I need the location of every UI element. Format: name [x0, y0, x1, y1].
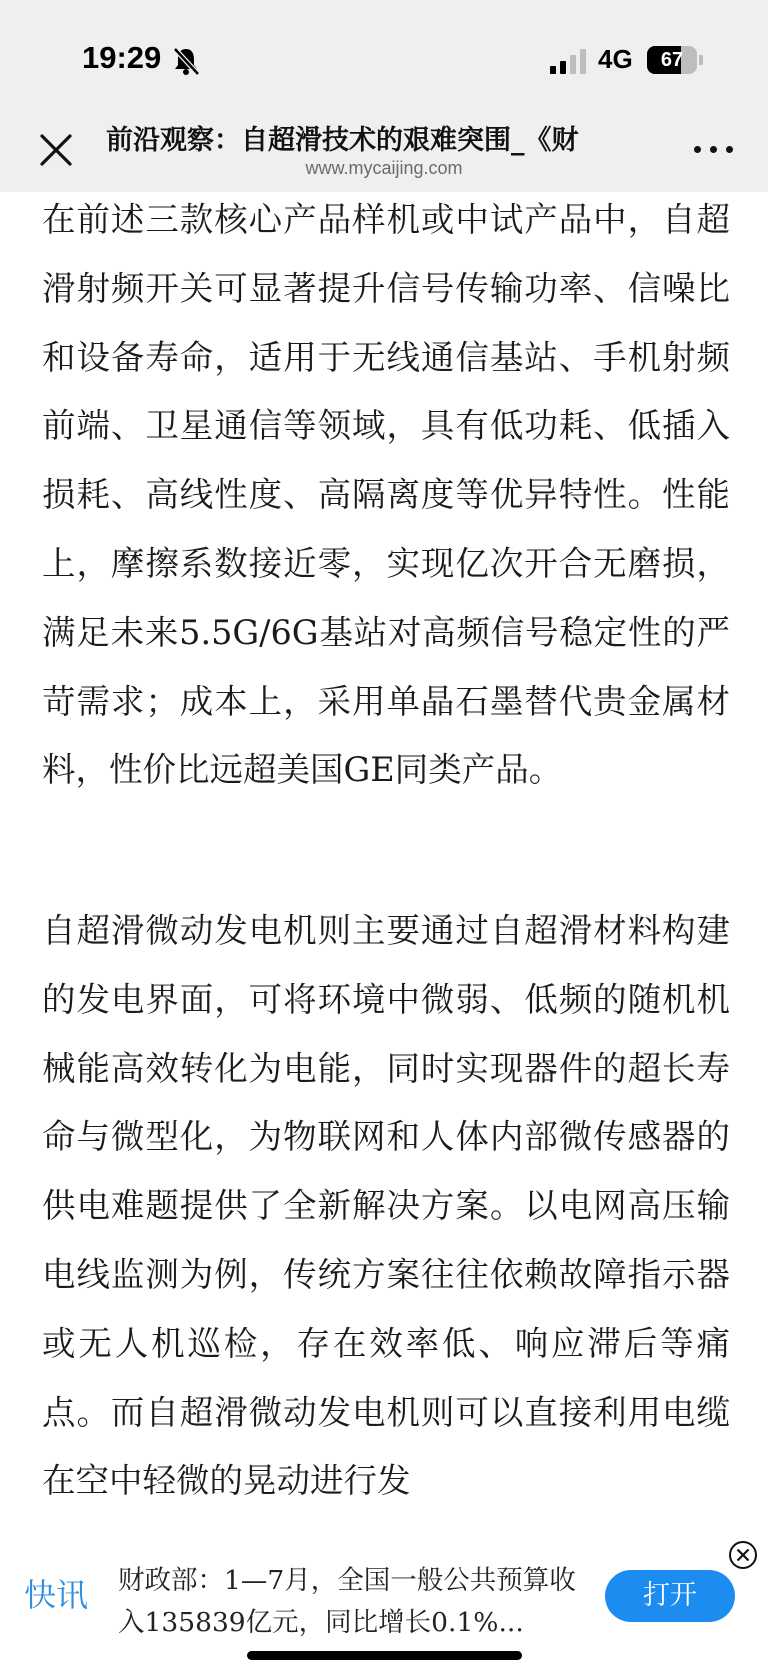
battery-percent: 67: [660, 49, 684, 71]
battery-icon: [647, 46, 697, 74]
article-paragraph: 在前述三款核心产品样机或中试产品中，自超滑射频开关可显著提升信号传输功率、信噪比和设备寿命，适用于无线通信基站、手机射频前端、卫星通信等领域，具有低功耗、低插入损耗、高线性度、高隔离度等优异特性。性能上，摩擦系数接近零，实现亿次开合无磨损，满足未来5.5G/6G基站对高频信号稳定性的严苛需求；成本上，采用单晶石墨替代贵金属材料，性价比远超美国GE同类产品。: [42, 200, 730, 790]
more-options-icon[interactable]: [692, 130, 736, 166]
page-title: 前沿观察：自超滑技术的艰难突围_《财: [106, 125, 579, 156]
page-url: www.mycaijing.com: [305, 158, 463, 178]
home-indicator: [247, 1651, 522, 1660]
open-app-button[interactable]: 打开: [605, 1570, 735, 1622]
news-flash-text[interactable]: 财政部：1—7月，全国一般公共预算收入135839亿元，同比增长0.1%...: [118, 1565, 576, 1638]
news-banner[interactable]: [0, 1530, 768, 1670]
network-type: 4G: [598, 44, 633, 74]
top-bar: [0, 0, 768, 192]
cellular-signal-icon: [550, 48, 588, 74]
news-flash-label: 快讯: [24, 1576, 89, 1614]
battery-cap: [699, 55, 703, 65]
article-paragraph: 自超滑微动发电机则主要通过自超滑材料构建的发电界面，可将环境中微弱、低频的随机机械能高效转化为电能，同时实现器件的超长寿命与微型化，为物联网和人体内部微传感器的供电难题提供了全新解决方案。以电网高压输电线监测为例，传统方案往往依赖故障指示器或无人机巡检，存在效率低、响应滞后等痛点。而自超滑微动发电机则可以直接利用电缆在空中轻微的晃动进行发: [42, 911, 730, 1501]
article-body: [0, 192, 768, 1530]
status-time: 19:29: [82, 40, 162, 75]
close-circle-icon[interactable]: [728, 1540, 758, 1570]
silent-bell-icon: [172, 46, 200, 76]
